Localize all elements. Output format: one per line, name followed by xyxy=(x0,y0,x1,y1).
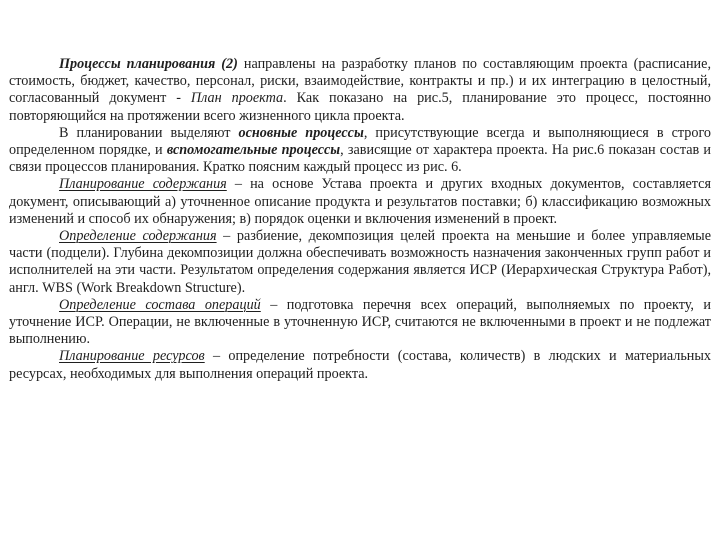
emphasized-term: Процессы планирования (2) xyxy=(59,56,238,72)
paragraph xyxy=(9,348,711,382)
paragraph xyxy=(9,176,711,228)
emphasized-term: вспомогательные процессы xyxy=(166,142,341,159)
emphasized-term: Определение содержания xyxy=(59,228,217,245)
paragraph-text: направлены на разработку планов по составляющим проекта (расписание, стоимость, бюджет, качество, персонал, риски, взаимодействие, контракты и пр.) и их интеграцию в целостный, согласованный документ - xyxy=(9,56,711,107)
paragraph-text: , присутствующие всегда и выполняющиеся в строго определенном порядке, и xyxy=(9,124,712,159)
emphasized-term: Планирование ресурсов xyxy=(59,348,205,365)
paragraph xyxy=(9,56,711,125)
paragraph-text: – определение потребности (состава, количеств) в людских и материальных ресурсах, необходимых для выполнения операций проекта. xyxy=(9,348,712,382)
paragraph xyxy=(9,297,711,349)
paragraph xyxy=(9,125,711,177)
emphasized-term: Определение состава операций xyxy=(59,296,261,313)
emphasized-term: основные процессы xyxy=(238,124,364,141)
paragraph xyxy=(9,228,711,297)
emphasized-term: План проекта xyxy=(190,90,284,107)
paragraph-text: – на основе Устава проекта и других входных документов, составляется документ, описывающий а) уточненное описание продукта и результатов поставки; б) классификацию возможных изменений и способ их обнаружения; в) порядок оценки и включения изменений в проект. xyxy=(9,176,712,227)
document-body xyxy=(9,56,711,383)
paragraph-text: – разбиение, декомпозиция целей проекта на меньшие и более управляемые части (подцели). Глубина декомпозиции должна обеспечивать возможность назначения законченных групп работ и исполнителей на эти части. Результатом определения содержания является ИСР (Иерархическая Структура Работ), англ. WBS (Work Breakdown Structure). xyxy=(9,228,711,296)
emphasized-term: Планирование содержания xyxy=(59,176,227,193)
paragraph-text: . Как показано на рис.5, планирование это процесс, постоянно повторяющийся на протяжении всего жизненного цикла проекта. xyxy=(9,90,712,124)
paragraph-text: , зависящие от характера проекта. На рис.6 показан состав и связи процессов планирования. Кратко поясним каждый процесс из рис. 6. xyxy=(9,142,711,176)
paragraph-text: В планировании выделяют xyxy=(59,124,239,141)
paragraph-text: – подготовка перечня всех операций, выполняемых по проекту, и уточнение ИСР. Операции, не включенные в уточненную ИСР, считаются не включенными в проект и не подлежат выполнению. xyxy=(9,296,711,348)
